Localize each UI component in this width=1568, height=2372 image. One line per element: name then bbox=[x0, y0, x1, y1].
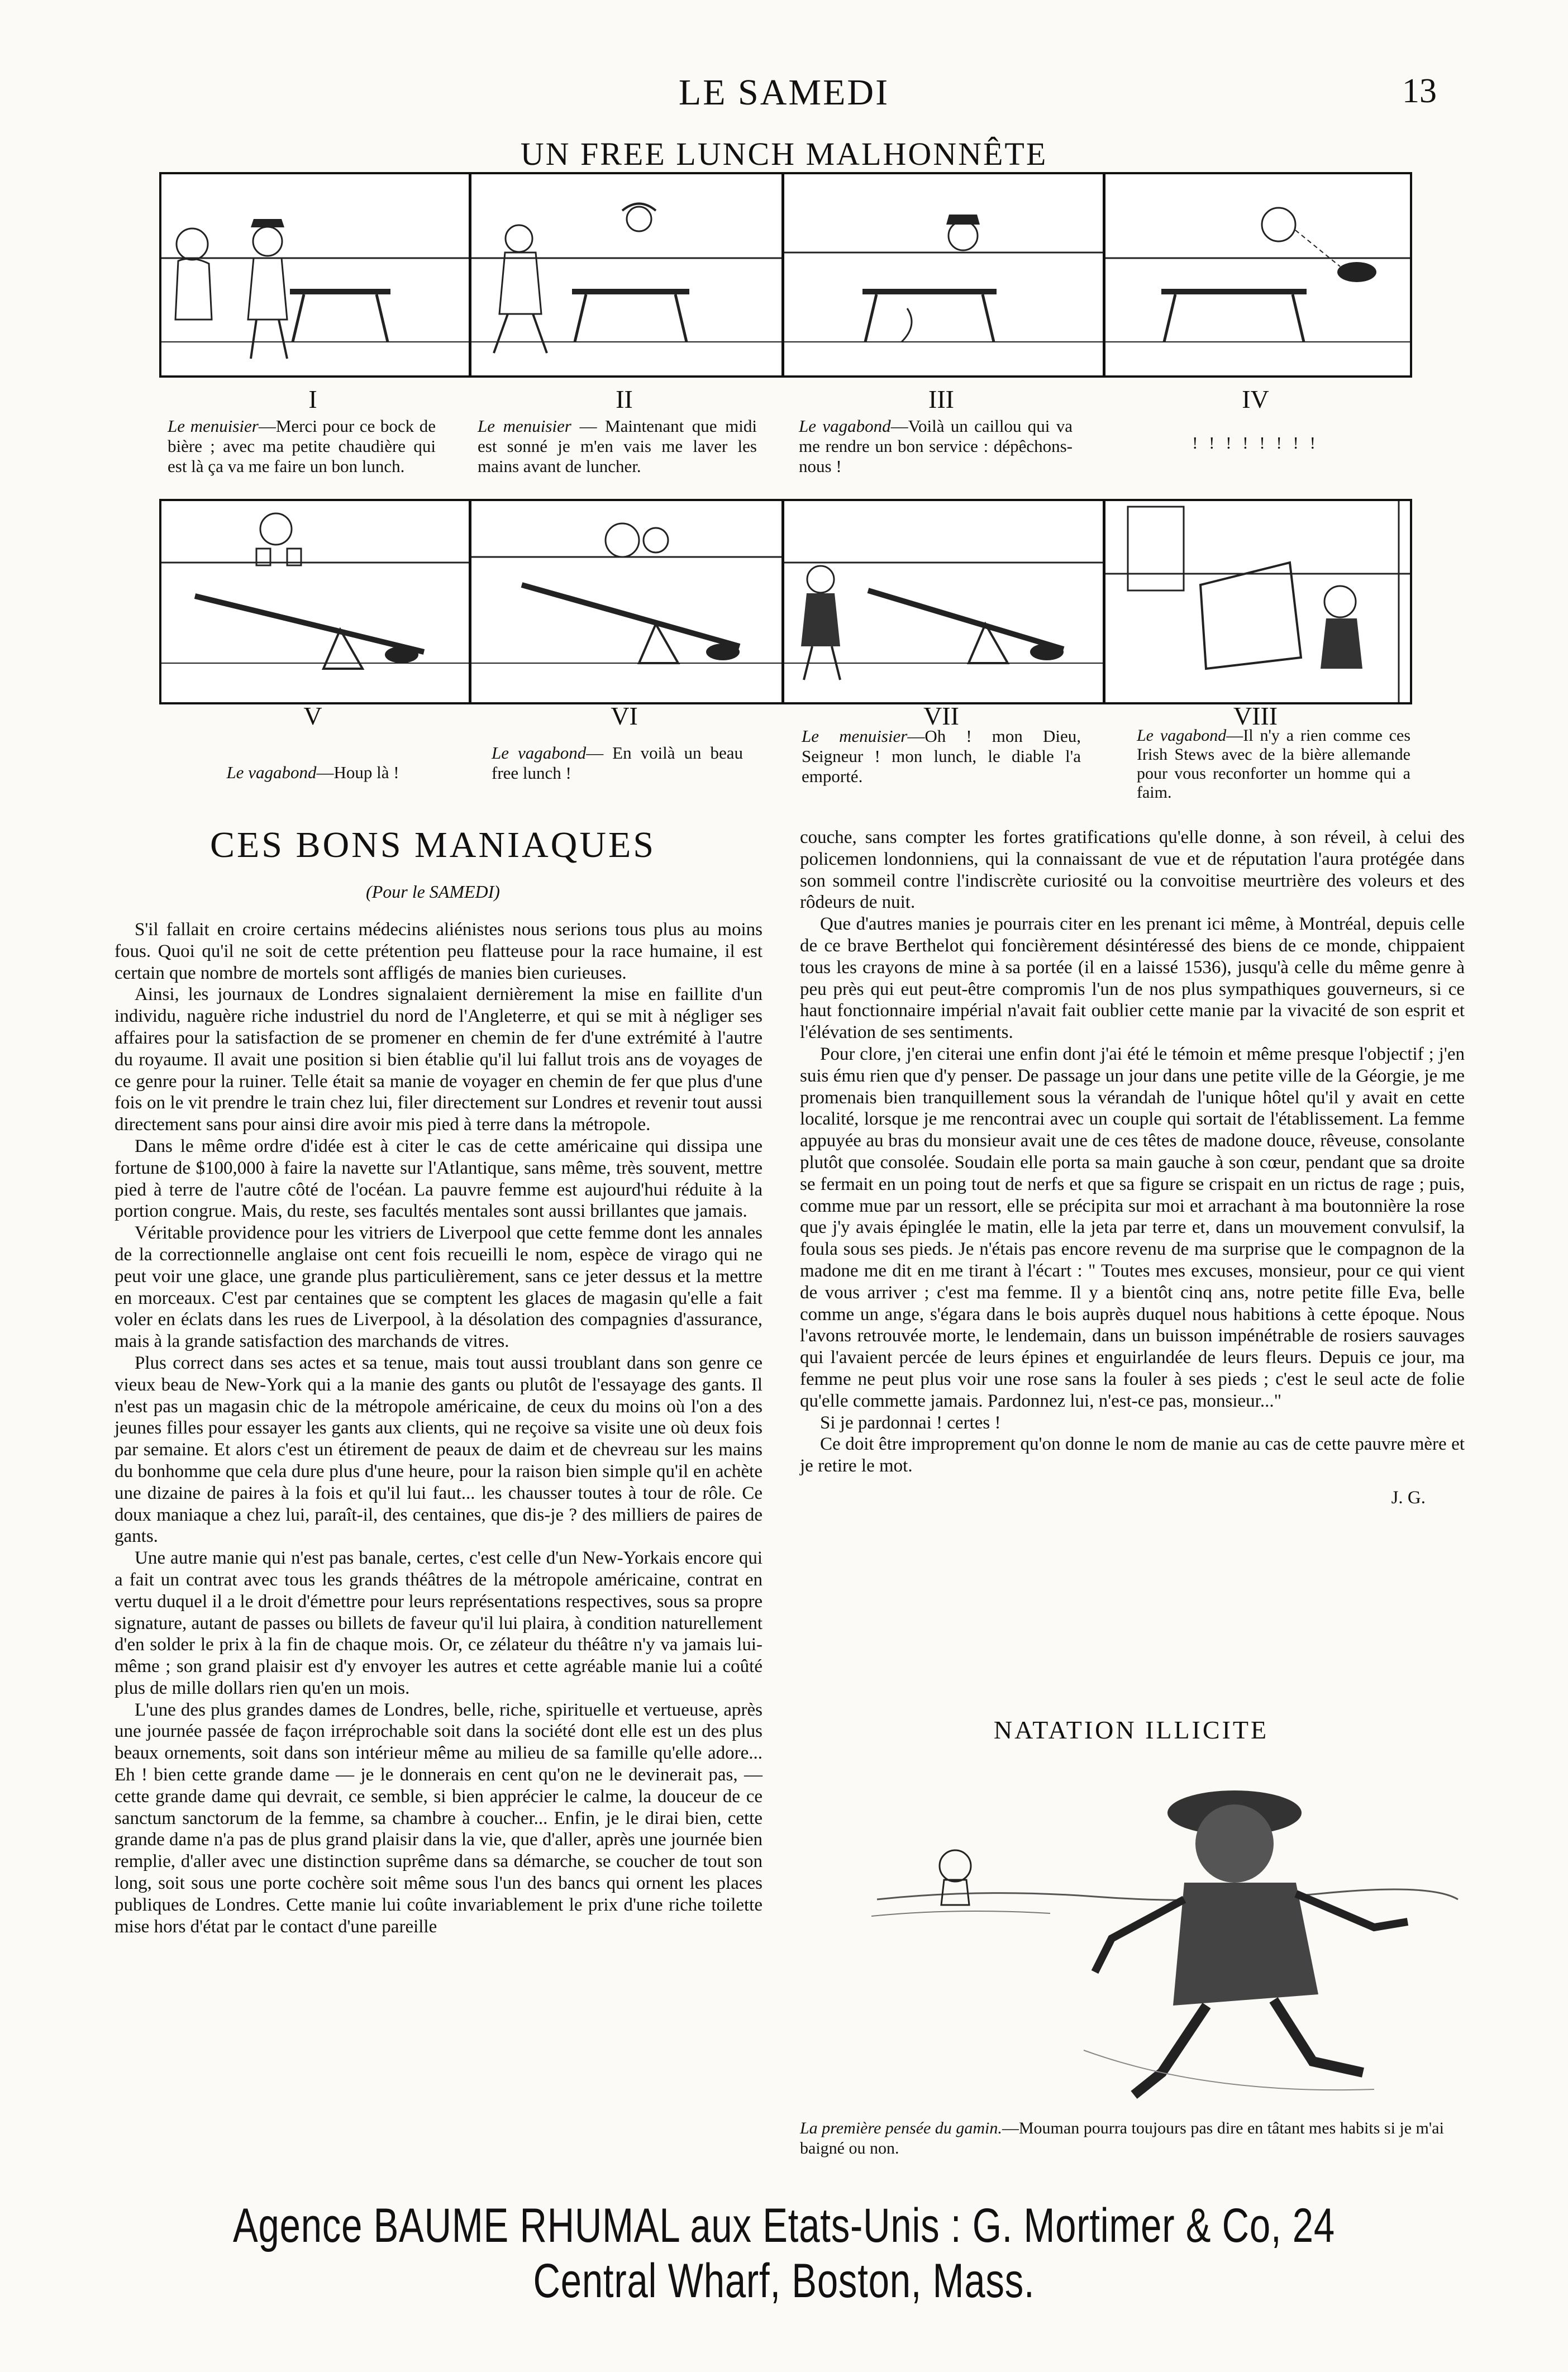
panel-caption-7 bbox=[802, 726, 1081, 787]
comic-drawing-5 bbox=[161, 501, 469, 702]
natation-title: NATATION ILLICITE bbox=[993, 1716, 1269, 1744]
caption-role: La première pensée du gamin. bbox=[800, 2119, 1002, 2137]
caption-text: ! ! ! ! ! ! ! ! bbox=[1192, 433, 1319, 453]
article-column-right bbox=[800, 827, 1465, 1509]
caption-role: Le vagabond bbox=[226, 763, 317, 782]
caption-text: —Houp là ! bbox=[316, 763, 399, 782]
comic-panel-4 bbox=[1103, 172, 1412, 378]
panel-numeral-1: I bbox=[308, 385, 317, 413]
caption-role: Le vagabond bbox=[492, 743, 587, 763]
newspaper-title: LE SAMEDI bbox=[678, 72, 890, 113]
comic-panel-1 bbox=[159, 172, 471, 378]
article-paragraph: Ce doit être improprement qu'on donne le nom de manie au cas de cette pauvre mère et je retire le mot. bbox=[800, 1434, 1465, 1476]
panel-numeral-7: VII bbox=[923, 702, 959, 730]
article-paragraph: Si je pardonnai ! certes ! bbox=[820, 1412, 1001, 1433]
panel-numeral-4: IV bbox=[1242, 385, 1269, 413]
article-paragraph: Que d'autres manies je pourrais citer en les prenant ici même, à Montréal, depuis celle de ce brave Berthelot qui foncièrement désintéressé des biens de ce monde, chippaient tous les crayons de mine à sa portée (il en a laissé 1536), jusqu'à celle du même genre à peu près qui eut peut-être compromis l'un de nos plus sympathiques gouverneurs, si ce haut fonctionnaire impérial n'avait fait oublier cette manie par la vivacité de son esprit et l'élévation de ses sentiments. bbox=[800, 914, 1465, 1043]
article-title: CES BONS MANIAQUES bbox=[209, 825, 656, 865]
panel-caption-3 bbox=[799, 416, 1073, 477]
article-paragraph: Ainsi, les journaux de Londres signalaient dernièrement la mise en faillite d'un individu, naguère riche industriel du nord de l'Angleterre, et qui se mit à négliger ses affaires pour la satisfaction de se promener en chemin de fer d'une extrémité à l'autre du royaume. Il avait une position si bien établie qu'il lui fallut trois ans de voyages de ce genre pour la ruiner. Telle était sa manie de voyager en chemin de fer que plus d'une fois on le vit prendre le train chez lui, filer directement sur Londres et revenir tout aussi directement sans pour ainsi dire avoir mis pied à terre dans la métropole. bbox=[115, 984, 762, 1135]
caption-text: —Voilà un caillou qui va me rendre un bon service : dépêchons-nous ! bbox=[799, 416, 1073, 476]
footer-advertisement: Agence BAUME RHUMAL aux Etats-Unis : G. Mortimer & Co, 24 Central Wharf, Boston, Mass. bbox=[233, 2199, 1335, 2308]
article-paragraph: L'une des plus grandes dames de Londres, belle, riche, spirituelle et vertueuse, après une journée passée de façon irréprochable soit dans la société dont elle est un des plus beaux ornements, soit dans son intérieur même au milieu de sa famille qu'elle adore... Eh ! bien cette grande dame — je le donnerais en cent qu'on ne le devinerait pas, — cette grande dame qui devrait, ce semble, si bien apprécier le calme, la douceur de ce sanctum sanctorum de la femme, sa chambre à coucher... Enfin, je le dirai bien, cette grande dame n'a pas de plus grand plaisir dans la vie, que d'aller, après une journée bien remplie, d'aller avec une distinction suprême dans sa démarche, se coucher de tout son long, soit sous une porte cochère soit même sous l'un des bancs qui ornent les places publiques de Londres. Cette manie lui coûte invariablement le prix d'une riche toilette mise hors d'état par le contact d'une pareille bbox=[115, 1699, 762, 1937]
comic-panel-7 bbox=[782, 499, 1105, 704]
panel-numeral-2: II bbox=[616, 385, 633, 413]
article-signature: J. G. bbox=[1391, 1487, 1426, 1508]
caption-text: —Mouman pourra toujours pas dire en tâtant mes habits si je m'ai baigné ou non. bbox=[800, 2119, 1444, 2157]
caption-text: —Merci pour ce bock de bière ; avec ma petite chaudière qui est là ça va me faire un bon lunch. bbox=[168, 416, 436, 476]
panel-caption-2 bbox=[478, 416, 757, 477]
panel-caption-8 bbox=[1137, 726, 1410, 802]
comic-drawing-4 bbox=[1105, 174, 1410, 375]
article-paragraph: Dans le même ordre d'idée est à citer le cas de cette américaine qui dissipa une fortune de $100,000 à faire la navette sur l'Atlantique, sans même, très souvent, mettre pied à terre de l'autre côté de l'océan. La pauvre femme est aujourd'hui réduite à la portion congrue. Mais, du reste, ses facultés mentales sont aussi brillantes que jamais. bbox=[115, 1136, 762, 1222]
article-paragraph: couche, sans compter les fortes gratifications qu'elle donne, à son réveil, à celui des policemen londonniens, qui la connaissant de vue et de réputation l'aura protégée dans son sommeil contre l'indiscrète curiosité ou la convoitise meurtrière des voleurs et des rôdeurs de nuit. bbox=[800, 827, 1465, 913]
article-paragraph: S'il fallait en croire certains médecins aliénistes nous serions tous plus au moins fous. Quoi qu'il ne soit de cette prétention peu flatteuse pour la race humaine, il est certain que nombre de mortels sont affligés de manies bien curieuses. bbox=[115, 920, 762, 983]
caption-role: Le menuisier bbox=[168, 416, 259, 436]
natation-drawing bbox=[871, 1760, 1464, 2106]
comic-panel-3 bbox=[782, 172, 1105, 378]
comic-drawing-3 bbox=[784, 174, 1103, 375]
article-paragraph: Véritable providence pour les vitriers de Liverpool que cette femme dont les annales de la correctionnelle anglaise ont cent fois recueilli le nom, espèce de virago qui ne peut voir une glace, une grande plus particulièrement, sans ce jeter dessus et la mettre en morceaux. C'est par centaines que se comptent les glaces de magasin qu'elle a fait voler en éclats dans les rues de Liverpool, à la désolation des compagnies d'assurance, mais à la grande satisfaction des marchands de vitres. bbox=[115, 1223, 762, 1352]
panel-caption-1 bbox=[168, 416, 436, 477]
panel-numeral-8: VIII bbox=[1233, 702, 1278, 730]
caption-role: Le vagabond bbox=[1137, 726, 1227, 745]
comic-drawing-2 bbox=[471, 174, 781, 375]
comic-title: UN FREE LUNCH MALHONNÊTE bbox=[520, 136, 1048, 172]
comic-drawing-6 bbox=[471, 501, 781, 702]
panel-numeral-6: VI bbox=[611, 702, 638, 730]
caption-role: Le menuisier bbox=[802, 726, 908, 746]
caption-text: — Maintenant que midi est sonné je m'en vais me laver les mains avant de luncher. bbox=[478, 416, 757, 476]
panel-caption-4 bbox=[1103, 433, 1408, 453]
natation-illustration bbox=[871, 1760, 1464, 2106]
article-paragraph: Pour clore, j'en citerai une enfin dont j'ai été le témoin et même presque l'objectif ; j'en suis ému rien que d'y penser. De passage un jour dans une petite ville de la Géorgie, je me promenais bien tranquillement sous la vérandah de l'unique hôtel qu'il y avait en cette localité, lorsque je me rencontrai avec un couple qui sortait de l'établissement. La femme appuyée au bras du monsieur avait une de ces têtes de madone douce, rêveuse, consolante plutôt que consolée. Soudain elle porta sa main gauche à son cœur, pendant que sa droite se fermait en un poing tout de nerfs et que sa figure se crispait en un rictus de rage ; puis, comme mue par un ressort, elle se précipita sur moi et arrachant à ma boutonnière la rose que j'y avais épinglée le matin, elle la jeta par terre et, dans un mouvement convulsif, la foula sous ses pieds. Je n'étais pas encore revenu de ma surprise que le compagnon de la madone me dit en me tirant à l'écart : " Toutes mes excuses, monsieur, pour ce qui vient de vous arriver ; c'est ma femme. Il y a bientôt cinq ans, notre petite fille Eva, belle comme un ange, s'égara dans le bois auprès duquel nous habitions à cette époque. Nous l'avons retrouvée morte, le lendemain, dans un buisson impénétrable de rosiers sauvages qui l'avaient percée de leurs épines et enguirlandée de leurs fleurs. Depuis ce jour, ma femme ne peut plus voir une rose sans la fouler à ses pieds ; c'est le seul acte de folie qu'elle commette jamais. Pardonnez lui, n'est-ce pas, monsieur..." bbox=[800, 1044, 1465, 1411]
page-number: 13 bbox=[1402, 72, 1437, 110]
panel-numeral-3: III bbox=[928, 385, 954, 413]
comic-panel-2 bbox=[469, 172, 784, 378]
article-subtitle: (Pour le SAMEDI) bbox=[366, 882, 500, 902]
panel-caption-5 bbox=[159, 763, 466, 783]
comic-panel-8 bbox=[1103, 499, 1412, 704]
comic-drawing-1 bbox=[161, 174, 469, 375]
comic-panel-6 bbox=[469, 499, 784, 704]
caption-text: —Il n'y a rien comme ces Irish Stews avec de la bière allemande pour vous reconforter un homme qui a faim. bbox=[1137, 726, 1410, 802]
comic-drawing-8 bbox=[1105, 501, 1410, 702]
panel-caption-6 bbox=[492, 743, 743, 783]
comic-drawing-7 bbox=[784, 501, 1103, 702]
article-column-left bbox=[115, 919, 762, 1937]
panel-numeral-5: V bbox=[303, 702, 322, 730]
caption-role: Le vagabond bbox=[799, 416, 891, 436]
caption-role: Le menuisier bbox=[478, 416, 571, 436]
caption-text: — En voilà un beau free lunch ! bbox=[492, 743, 743, 783]
caption-text: —Oh ! mon Dieu, Seigneur ! mon lunch, le diable l'a emporté. bbox=[802, 726, 1081, 786]
article-paragraph: Plus correct dans ses actes et sa tenue, mais tout aussi troublant dans son genre ce vieux beau de New-York qui a la manie des gants ou plutôt de l'essayage des gants. Il n'est pas un magasin chic de la métropole américaine, de ceux du moins où l'on a des jeunes filles pour essayer les gants aux clients, qui ne reçoive sa visite une où deux fois par semaine. Et alors c'est un étirement de peaux de daim et de chevreau sur les mains du bonhomme que cela dure plus d'une heure, pour la raison bien simple qu'il en achète une dizaine de paires à la fois et qu'il lui faut... les chausser toutes à tour de rôle. Ce doux maniaque a chez lui, paraît-il, des centaines, que dis-je ? des milliers de paires de gants. bbox=[115, 1352, 762, 1547]
article-paragraph: Une autre manie qui n'est pas banale, certes, c'est celle d'un New-Yorkais encore qui a fait un contrat avec tous les grands théâtres de la métropole américaine, contrat en vertu duquel il a le droit d'émettre pour leurs représentations respectives, sous sa propre signature, autant de passes ou billets de faveur qu'il lui plaira, à condition naturellement d'en solder le prix à la fin de chaque mois. Or, ce zélateur du théâtre n'y va jamais lui-même ; son grand plaisir est d'y envoyer les autres et cette agréable manie lui a coûté plus de mille dollars rien qu'en un mois. bbox=[115, 1548, 762, 1698]
comic-panel-5 bbox=[159, 499, 471, 704]
natation-caption bbox=[800, 2118, 1465, 2159]
